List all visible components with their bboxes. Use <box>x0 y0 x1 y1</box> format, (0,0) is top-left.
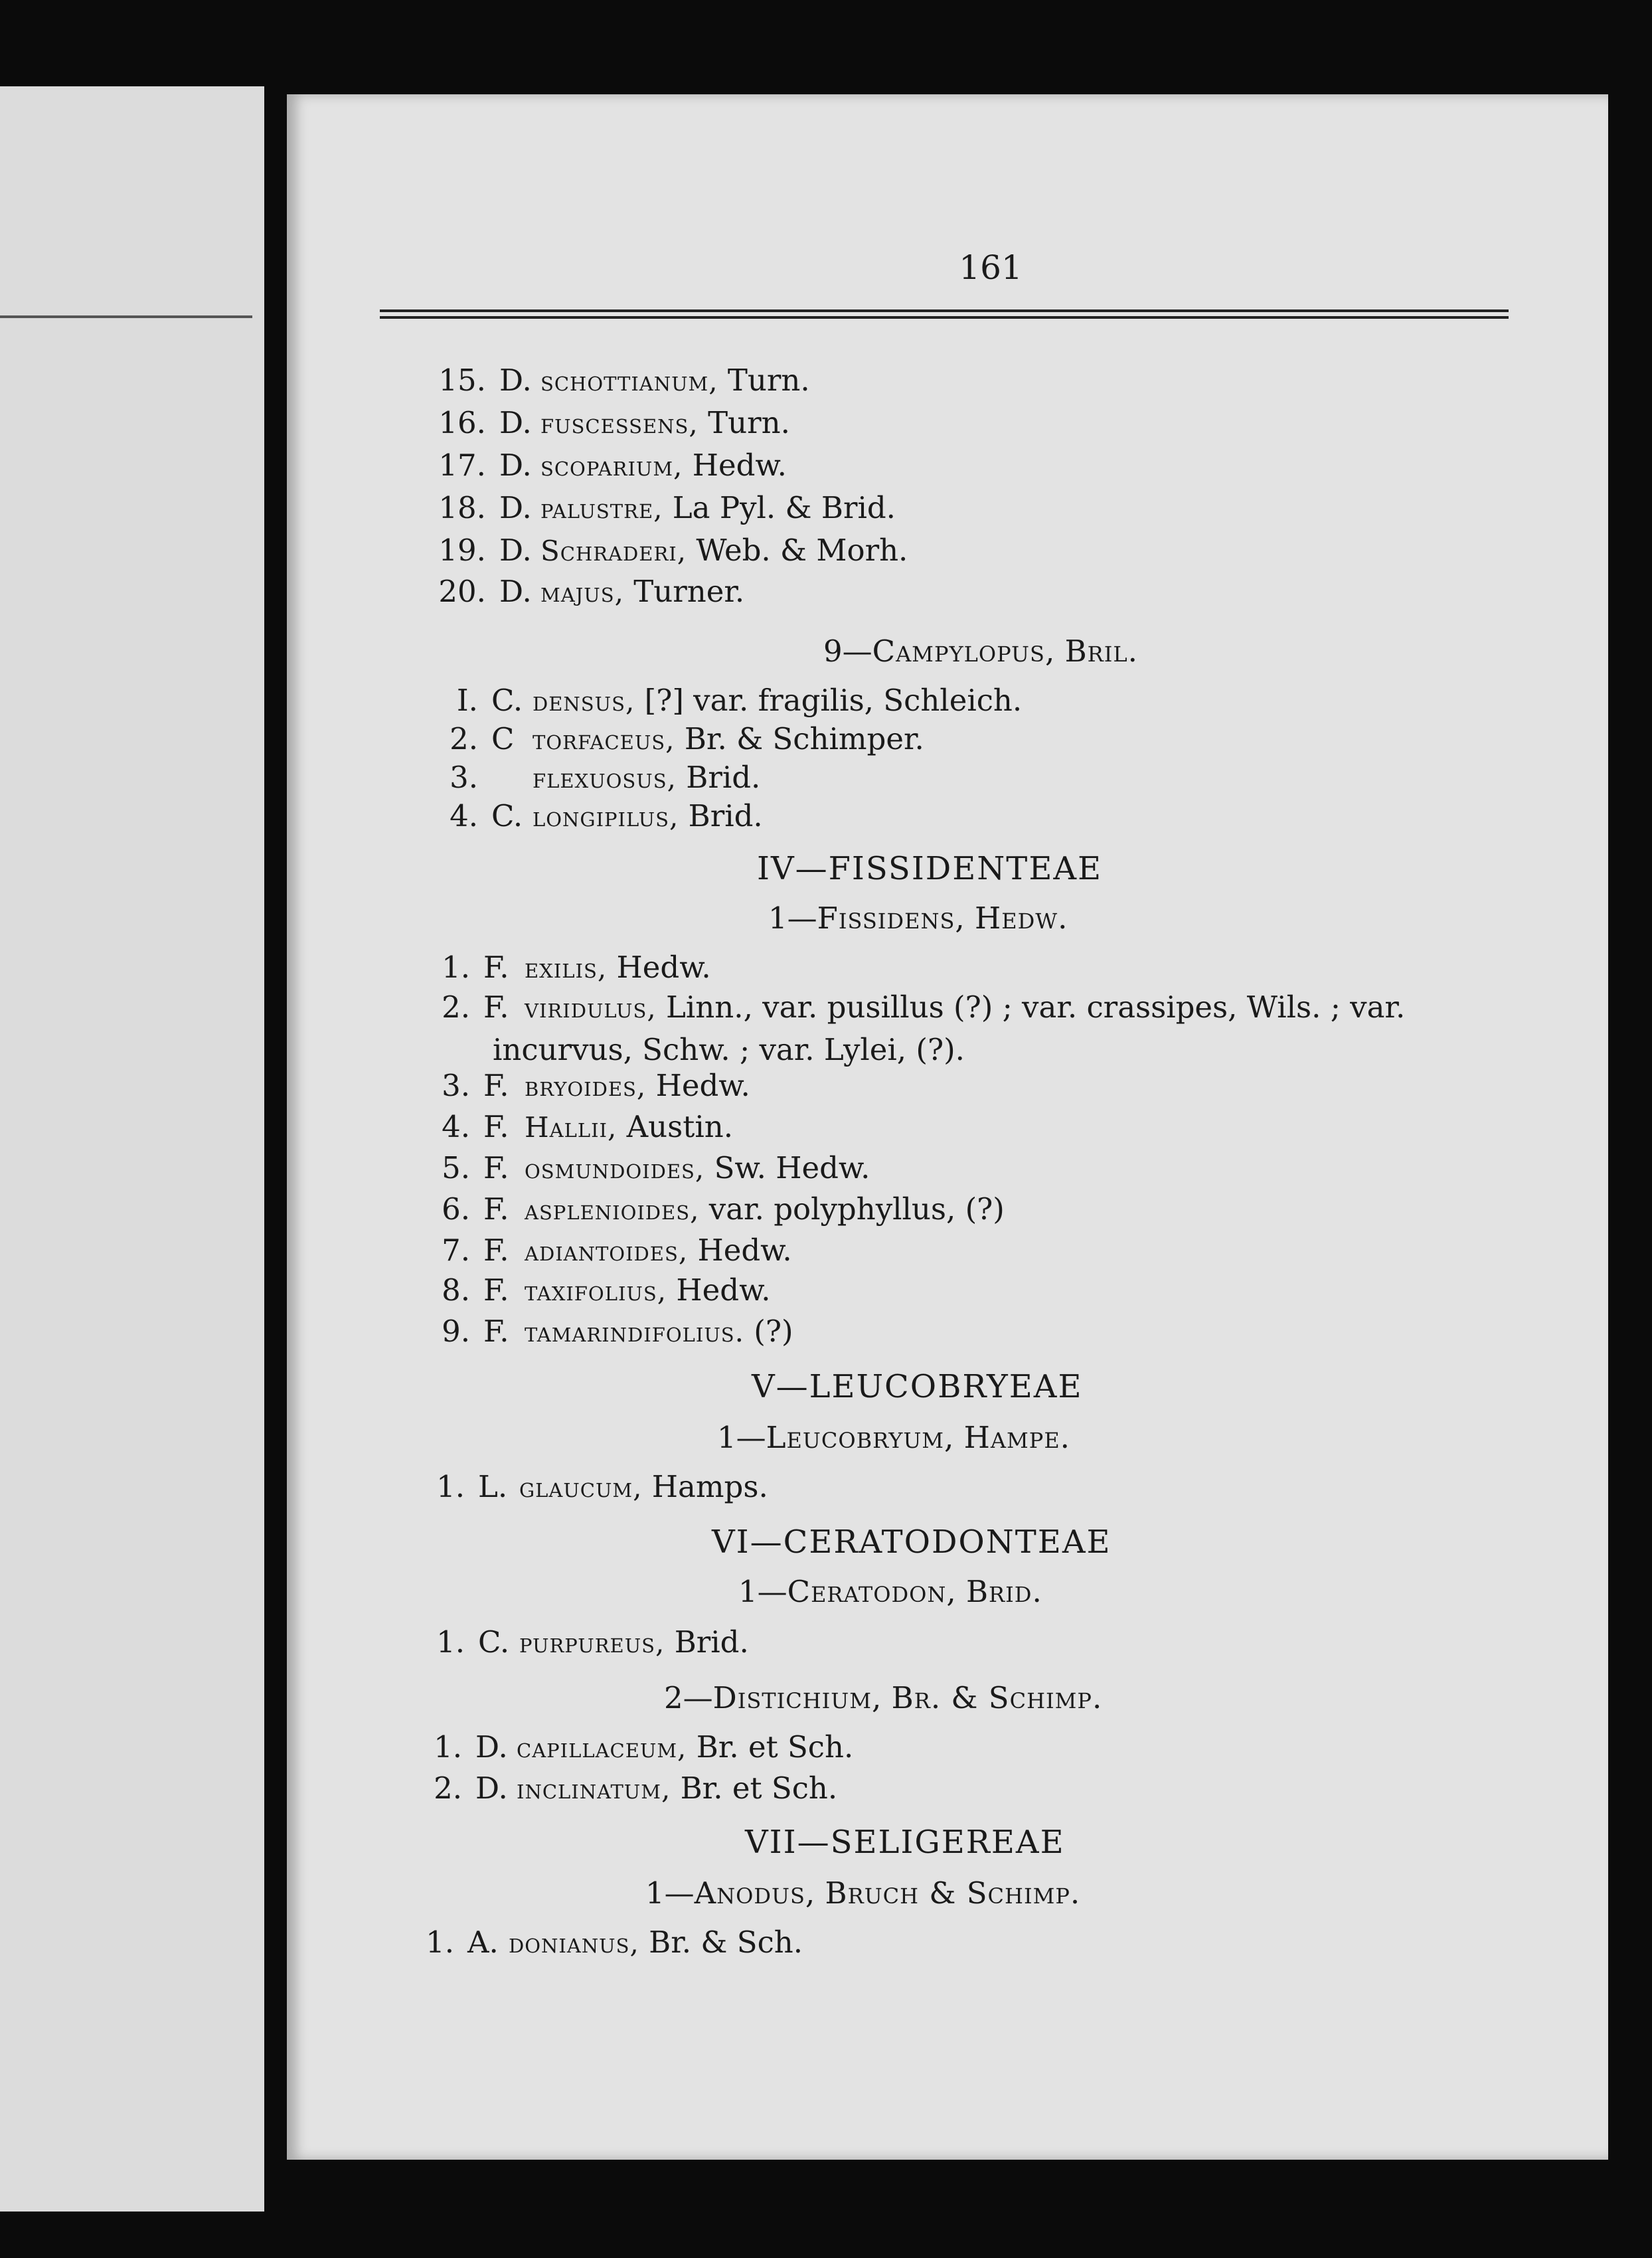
genus-author: Hedw. <box>974 901 1068 936</box>
left-page-rule <box>0 315 252 318</box>
page-number: 161 <box>959 248 1023 287</box>
species-name: fuscessens, <box>540 407 699 440</box>
author: Br. & Sch. <box>649 1925 803 1960</box>
genus-abbrev: C. <box>491 798 523 833</box>
species-entry <box>420 683 1023 718</box>
genus-number: 1— <box>738 1574 787 1609</box>
entry-number: 15. <box>438 363 486 398</box>
author: Hamps. <box>651 1469 768 1504</box>
species-entry <box>396 1925 803 1960</box>
species-entry <box>412 1272 771 1308</box>
entry-number: 4. <box>450 798 478 833</box>
species-name: taxifolius, <box>525 1274 667 1307</box>
author: Austin. <box>626 1109 734 1144</box>
genus-heading <box>664 1680 1102 1715</box>
genus-name: Anodus, <box>694 1875 816 1911</box>
species-entry <box>428 574 745 609</box>
entry-number: 16. <box>438 405 486 440</box>
species-name: palustre, <box>540 492 663 525</box>
genus-author: Brid. <box>965 1574 1042 1609</box>
genus-abbrev: F. <box>483 1233 509 1268</box>
author: var. polyphyllus, (?) <box>708 1191 1005 1227</box>
genus-abbrev: F. <box>483 1314 509 1349</box>
genus-heading <box>717 1420 1070 1455</box>
genus-number: 1— <box>768 901 817 936</box>
species-entry <box>412 1068 750 1103</box>
species-name: majus, <box>540 576 624 608</box>
genus-abbrev: D. <box>475 1729 508 1765</box>
author: Turner. <box>633 574 745 609</box>
entry-number: 18. <box>438 490 486 525</box>
book-page <box>287 94 1608 2160</box>
species-name: exilis, <box>525 952 608 984</box>
entry-number: 2. <box>434 1771 462 1806</box>
species-name: inclinatum, <box>517 1773 671 1805</box>
genus-abbrev: F. <box>483 1109 509 1144</box>
entry-number: 8. <box>442 1272 470 1308</box>
species-name: purpureus, <box>519 1626 665 1659</box>
genus-abbrev: F. <box>483 1272 509 1308</box>
species-entry <box>412 1150 870 1185</box>
genus-heading <box>645 1875 1080 1911</box>
species-name: longipilus, <box>533 800 679 833</box>
entry-number: 1. <box>426 1925 454 1960</box>
genus-number: 9— <box>823 634 872 669</box>
species-name: Schraderi, <box>540 535 687 567</box>
genus-abbrev: D. <box>499 363 532 398</box>
species-entry <box>428 448 787 483</box>
author: Brid. <box>686 760 761 795</box>
tribe-heading: V—LEUCOBRYEAE <box>752 1368 1083 1405</box>
author: La Pyl. & Brid. <box>672 490 896 525</box>
species-name: torfaceus, <box>533 723 675 756</box>
entry-number: 1. <box>436 1469 465 1504</box>
header-rule <box>380 309 1509 319</box>
entry-number: 20. <box>438 574 486 609</box>
species-entry <box>412 1233 792 1268</box>
genus-number: 2— <box>664 1680 713 1715</box>
author: (?) <box>754 1314 793 1349</box>
entry-number: 1. <box>442 950 470 985</box>
species-entry <box>428 490 896 525</box>
genus-name: Fissidens, <box>817 901 965 936</box>
species-entry <box>412 950 711 985</box>
author: Hedw. <box>697 1233 792 1268</box>
species-entry <box>404 1729 854 1765</box>
genus-abbrev: D. <box>475 1771 508 1806</box>
author: Linn., var. pusillus (?) ; var. crassipes, Wils. ; var. <box>666 990 1406 1025</box>
entry-number: 1. <box>434 1729 462 1765</box>
author: Brid. <box>688 798 763 833</box>
author: Brid. <box>674 1624 749 1660</box>
genus-author: Bruch & Schimp. <box>825 1875 1081 1911</box>
entry-number: 7. <box>442 1233 470 1268</box>
left-page-edge <box>0 86 264 2212</box>
genus-number: 1— <box>645 1875 695 1911</box>
author: [?] var. fragilis, Schleich. <box>644 683 1023 718</box>
species-name: flexuosus, <box>533 762 677 794</box>
genus-abbrev: D. <box>499 574 532 609</box>
species-name: tamarindifolius. <box>525 1316 744 1348</box>
species-name: bryoides, <box>525 1070 647 1102</box>
author: Br. & Schimper. <box>684 721 924 756</box>
genus-abbrev: F. <box>483 950 509 985</box>
species-name: donianus, <box>509 1927 639 1959</box>
species-entry <box>404 1771 838 1806</box>
author: Sw. Hedw. <box>714 1150 870 1185</box>
genus-abbrev: C <box>491 721 515 756</box>
species-name: glaucum, <box>519 1471 643 1504</box>
tribe-heading: VI—CERATODONTEAE <box>712 1523 1112 1561</box>
entry-number: 19. <box>438 533 486 568</box>
author: Hedw. <box>692 448 787 483</box>
genus-abbrev: F. <box>483 1150 509 1185</box>
genus-abbrev: D. <box>499 490 532 525</box>
genus-abbrev: F. <box>483 1191 509 1227</box>
author: Hedw. <box>616 950 711 985</box>
genus-heading <box>768 901 1068 936</box>
genus-name: Leucobryum, <box>766 1420 955 1455</box>
species-entry <box>412 990 1406 1025</box>
species-entry <box>412 1191 1005 1227</box>
species-entry <box>420 721 924 756</box>
species-name: adiantoides, <box>525 1235 689 1267</box>
genus-author: Bril. <box>1064 634 1138 669</box>
species-name: densus, <box>533 685 635 717</box>
author: Turn. <box>727 363 810 398</box>
entry-number: I. <box>456 683 478 718</box>
species-name: capillaceum, <box>517 1731 687 1764</box>
species-entry <box>412 1314 793 1349</box>
entry-number: 6. <box>442 1191 470 1227</box>
entry-number: 5. <box>442 1150 470 1185</box>
species-entry <box>428 405 790 440</box>
entry-number: 2. <box>450 721 478 756</box>
genus-number: 1— <box>717 1420 766 1455</box>
species-entry <box>406 1469 768 1504</box>
genus-heading <box>823 634 1138 669</box>
tribe-heading: IV—FISSIDENTEAE <box>757 850 1103 887</box>
entry-number: 9. <box>442 1314 470 1349</box>
entry-number: 3. <box>442 1068 470 1103</box>
species-entry <box>420 798 763 833</box>
author: Br. et Sch. <box>680 1771 838 1806</box>
genus-author: Hampe. <box>963 1420 1070 1455</box>
author: Turn. <box>708 405 790 440</box>
species-entry <box>412 1109 734 1144</box>
genus-abbrev: C. <box>491 683 523 718</box>
species-entry <box>428 533 908 568</box>
entry-number: 1. <box>436 1624 465 1660</box>
species-name: osmundoides, <box>525 1152 705 1185</box>
genus-abbrev: C. <box>478 1624 510 1660</box>
genus-abbrev: F. <box>483 1068 509 1103</box>
genus-heading <box>738 1574 1042 1609</box>
entry-continuation: incurvus, Schw. ; var. Lylei, (?). <box>493 1032 965 1067</box>
species-entry <box>406 1624 749 1660</box>
tribe-heading: VII—SELIGEREAE <box>745 1824 1065 1861</box>
author: Hedw. <box>655 1068 750 1103</box>
species-name: viridulus, <box>525 992 657 1024</box>
genus-name: Distichium, <box>712 1680 882 1715</box>
author: Web. & Morh. <box>696 533 908 568</box>
genus-author: Br. & Schimp. <box>891 1680 1103 1715</box>
species-entry <box>420 760 761 795</box>
species-name: Hallii, <box>525 1111 618 1144</box>
entry-number: 2. <box>442 990 470 1025</box>
genus-abbrev: F. <box>483 990 509 1025</box>
entry-number: 3. <box>450 760 478 795</box>
genus-name: Ceratodon, <box>787 1574 957 1609</box>
species-entry <box>428 363 810 398</box>
species-name: asplenioides, <box>525 1193 700 1226</box>
genus-name: Campylopus, <box>872 634 1056 669</box>
genus-abbrev: D. <box>499 533 532 568</box>
author: Hedw. <box>676 1272 771 1308</box>
species-name: scoparium, <box>540 450 683 482</box>
entry-number: 17. <box>438 448 486 483</box>
species-name: schottianum, <box>540 365 718 397</box>
genus-abbrev: D. <box>499 448 532 483</box>
genus-abbrev: L. <box>478 1469 508 1504</box>
genus-abbrev: A. <box>467 1925 499 1960</box>
author: Br. et Sch. <box>696 1729 854 1765</box>
genus-abbrev: D. <box>499 405 532 440</box>
entry-number: 4. <box>442 1109 470 1144</box>
